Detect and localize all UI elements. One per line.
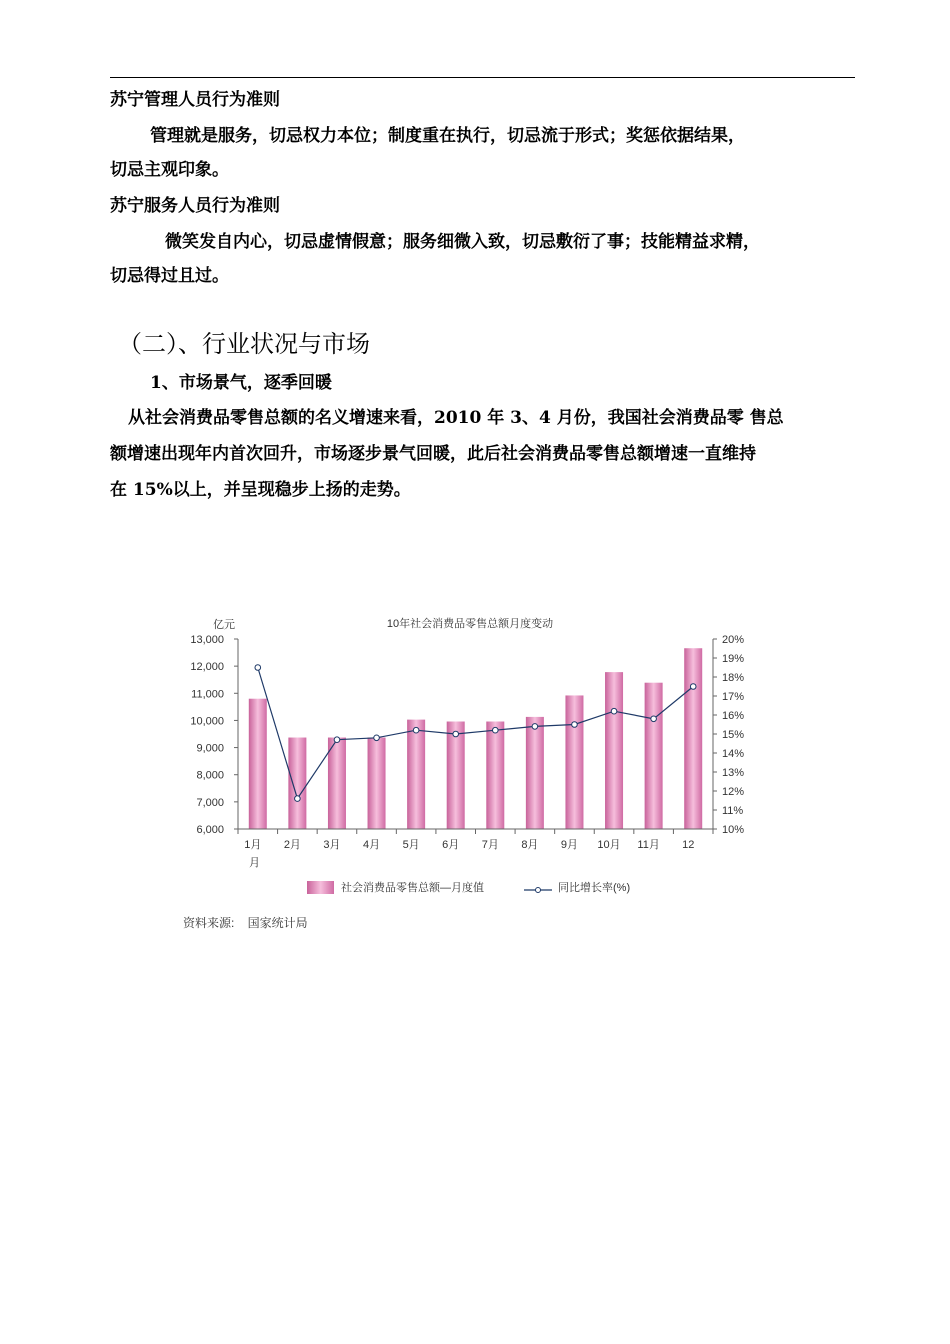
y2-tick-label: 17%: [722, 691, 745, 703]
growth-point-6: [453, 731, 459, 737]
bar-6: [447, 722, 465, 829]
x-tick-label: 11月: [637, 839, 660, 851]
p1-line1: 管理就是服务，切忌权力本位；制度重在执行，切忌流于形式；奖惩依据结果，: [150, 126, 745, 146]
legend-line-label: 同比增长率(%): [558, 882, 631, 894]
growth-point-1: [255, 665, 261, 671]
legend-bar-swatch: [307, 881, 334, 894]
growth-point-12: [690, 684, 696, 690]
y-tick-label: 10,000: [190, 715, 224, 728]
body-line2: 额增速出现年内首次回升，市场逐步景气回暖，此后社会消费品零售总额增速一直维持: [110, 444, 756, 464]
bar-9: [565, 695, 583, 829]
x-tick-label-wrap: 月: [249, 857, 260, 869]
legend-line-marker: [536, 888, 541, 893]
y-tick-label: 12,000: [190, 661, 224, 674]
x-tick-label: 10月: [597, 839, 621, 851]
body-line3: 在 15%以上，并呈现稳步上扬的走势。: [110, 480, 411, 500]
y2-tick-label: 11%: [722, 805, 744, 817]
bar-5: [407, 720, 425, 829]
p2-line1: 微笑发自内心，切忌虚情假意；服务细微入致，切忌敷衍了事；技能精益求精，: [165, 232, 760, 252]
y2-tick-label: 20%: [722, 634, 745, 646]
x-tick-label: 9月: [560, 839, 579, 851]
x-tick-label: 8月: [521, 839, 539, 851]
growth-point-11: [651, 716, 657, 722]
bar-2: [288, 738, 306, 829]
p1-line2: 切忌主观印象。: [110, 160, 229, 180]
chart-title: 10年社会消费品零售总额月度变动: [386, 618, 554, 630]
body-line1: 从社会消费品零售总额的名义增速来看，2010 年 3、4 月份，我国社会消费品零 售总: [128, 408, 784, 428]
bar-12: [684, 648, 702, 829]
section-heading: （二）、行业状况与市场: [118, 330, 370, 358]
growth-point-8: [532, 724, 538, 730]
bar-4: [368, 738, 386, 829]
y2-tick-label: 18%: [722, 672, 745, 684]
bar-7: [486, 722, 504, 829]
growth-point-9: [572, 722, 578, 728]
x-tick-label: 12: [682, 839, 695, 851]
x-tick-label: 2月: [283, 839, 301, 851]
growth-point-4: [374, 735, 380, 741]
growth-point-5: [413, 727, 419, 733]
y2-tick-label: 12%: [722, 786, 745, 798]
y-axis-unit-label: 亿元: [213, 619, 235, 631]
x-tick-label: 5月: [402, 839, 420, 851]
y2-tick-label: 15%: [722, 729, 745, 741]
growth-point-7: [492, 727, 498, 733]
growth-point-3: [334, 737, 340, 743]
bar-11: [645, 683, 663, 829]
bar-10: [605, 672, 623, 829]
y-tick-label: 8,000: [196, 769, 224, 782]
y-tick-label: 13,000: [190, 634, 224, 646]
growth-point-10: [611, 708, 617, 714]
x-tick-label: 6月: [442, 839, 460, 851]
legend-bar-label: 社会消费品零售总额—月度值: [341, 882, 484, 894]
y-tick-label: 9,000: [196, 742, 224, 755]
p2-line2: 切忌得过且过。: [110, 266, 229, 286]
x-tick-label: 4月: [362, 839, 381, 851]
subheading: 1、市场景气，逐季回暖: [150, 373, 332, 393]
bar-3: [328, 738, 346, 829]
y2-tick-label: 19%: [722, 653, 745, 665]
p2-title: 苏宁服务人员行为准则: [110, 196, 280, 216]
y-tick-label: 6,000: [196, 824, 224, 836]
growth-point-2: [295, 796, 301, 802]
bar-8: [526, 717, 544, 829]
y-tick-label: 11,000: [191, 688, 224, 701]
y2-tick-label: 14%: [722, 748, 745, 760]
x-tick-label: 1月: [244, 839, 262, 851]
y2-tick-label: 13%: [722, 767, 745, 779]
x-tick-label: 7月: [481, 839, 499, 851]
x-tick-label: 3月: [323, 839, 341, 851]
p1-title: 苏宁管理人员行为准则: [110, 90, 280, 110]
y2-tick-label: 10%: [722, 824, 745, 836]
y2-tick-label: 16%: [722, 710, 745, 722]
chart-source: 资料来源: 国家统计局: [183, 916, 308, 930]
growth-rate-line: [258, 668, 693, 799]
y-tick-label: 7,000: [196, 796, 224, 809]
bar-1: [249, 699, 267, 829]
